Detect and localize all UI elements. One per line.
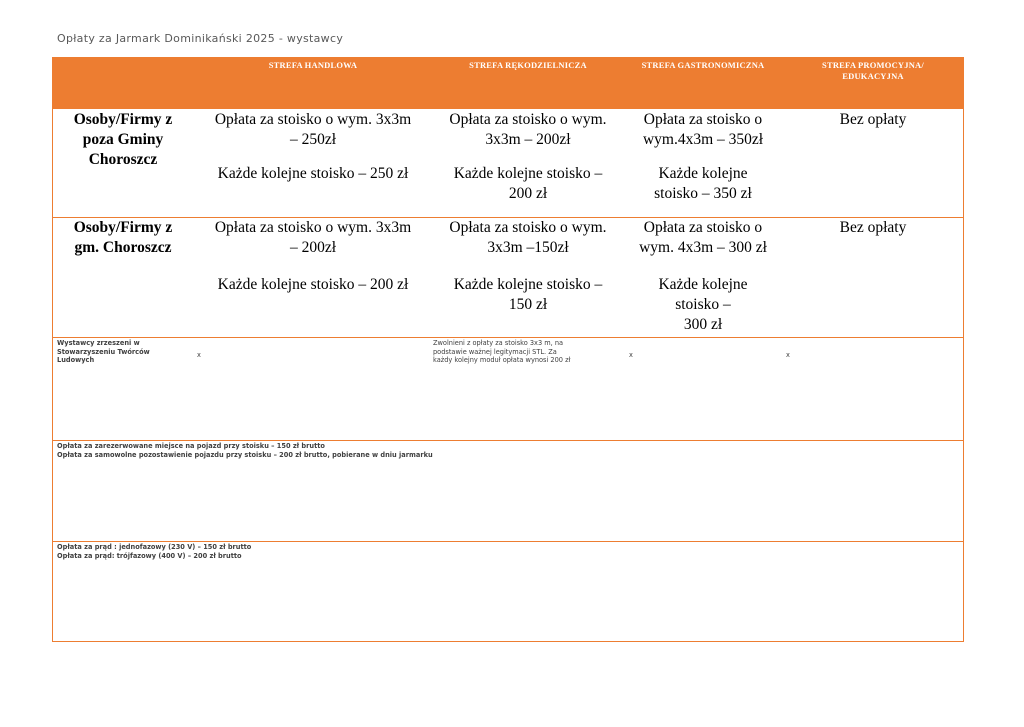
row-label-line: Stowarzyszeniu Twórców: [57, 347, 150, 356]
cell-stl-gastronomiczna: x: [629, 351, 633, 359]
row-label-line: gm. Choroszcz: [74, 239, 172, 256]
cell-line: Opłata za stoisko o wym.: [449, 111, 607, 128]
row-label-gmina-choroszcz: [53, 218, 193, 258]
table-row-gmina-choroszcz: [53, 217, 963, 337]
fees-table: [52, 57, 964, 642]
cell-poza-promocyjna: Bez opłaty: [839, 111, 907, 128]
parking-notes: [57, 442, 957, 459]
note-line: Opłata za samowolne pozostawienie pojazdu przy stoisku – 200 zł brutto, pobierane w dniu jarmarku: [57, 450, 433, 459]
row-label-line: Ludowych: [57, 356, 95, 364]
header-promocyjna-line2: EDUKACYJNA: [842, 71, 904, 81]
cell-line: Każde kolejne stoisko – 200 zł: [217, 276, 409, 293]
cell-line: – 200zł: [289, 239, 337, 256]
cell-gmina-handlowa: [193, 218, 433, 295]
row-label-line: Wystawcy zrzeszeni w: [57, 339, 140, 347]
cell-stl-rekodzielnicza: [433, 339, 633, 365]
header-promocyjna-line1: STREFA PROMOCYJNA/: [822, 60, 924, 70]
note-line: Opłata za prąd: trójfazowy (400 V) – 200 zł brutto: [57, 551, 242, 560]
header-strefa-rekodzielnicza: STREFA RĘKODZIELNICZA: [469, 60, 587, 70]
cell-line: 150 zł: [508, 296, 548, 313]
row-label-line: Osoby/Firmy z: [73, 219, 173, 236]
cell-line: Każde kolejne stoisko –: [453, 165, 603, 182]
cell-gmina-rekodzielnicza: [433, 218, 623, 315]
cell-poza-handlowa: [193, 110, 433, 184]
cell-line: stoisko – 350 zł: [654, 185, 752, 202]
cell-line: Zwolnieni z opłaty za stoisko 3x3 m, na: [433, 339, 564, 347]
row-label-line: Choroszcz: [88, 151, 158, 168]
row-label-line: Osoby/Firmy z: [73, 111, 173, 128]
cell-line: Opłata za stoisko o wym. 3x3m: [214, 219, 412, 236]
cell-poza-rekodzielnicza: [433, 110, 623, 204]
header-strefa-handlowa: STREFA HANDLOWA: [268, 60, 358, 70]
table-row-stl: [53, 337, 963, 440]
cell-line: stoisko –: [675, 296, 731, 313]
cell-line: Opłata za stoisko o: [643, 111, 763, 128]
cell-line: Każde kolejne: [658, 276, 748, 293]
cell-line: 3x3m –150zł: [487, 239, 569, 256]
table-row-power: [53, 541, 963, 641]
cell-line: 200 zł: [508, 185, 548, 202]
cell-line: Opłata za stoisko o wym.: [449, 219, 607, 236]
cell-line: Każde kolejne stoisko – 250 zł: [217, 165, 409, 182]
cell-line: podstawie ważnej legitymacji STL. Za: [433, 347, 557, 356]
note-line: Opłata za zarezerwowane miejsce na pojazd przy stoisku – 150 zł brutto: [57, 442, 325, 450]
cell-gmina-promocyjna: Bez opłaty: [839, 219, 907, 236]
cell-stl-handlowa: x: [197, 351, 201, 359]
document-title: Opłaty za Jarmark Dominikański 2025 - wystawcy: [57, 32, 344, 45]
cell-line: Każde kolejne stoisko –: [453, 276, 603, 293]
header-strefa-promocyjna: [783, 60, 963, 82]
table-row-parking: [53, 440, 963, 541]
cell-line: Opłata za stoisko o wym. 3x3m: [214, 111, 412, 128]
header-strefa-gastronomiczna: STREFA GASTRONOMICZNA: [641, 60, 765, 70]
cell-line: wym.4x3m – 350zł: [642, 131, 764, 148]
cell-line: – 250zł: [289, 131, 337, 148]
row-label-line: poza Gminy: [82, 131, 164, 148]
power-notes: [57, 543, 957, 560]
table-header-row: [53, 58, 963, 109]
cell-line: każdy kolejny moduł opłata wynosi 200 zł: [433, 356, 571, 364]
cell-line: 3x3m – 200zł: [485, 131, 571, 148]
cell-line: 300 zł: [683, 316, 723, 333]
row-label-stl: [57, 339, 197, 365]
row-label-poza-gminy: [53, 110, 193, 170]
cell-line: Opłata za stoisko o: [643, 219, 763, 236]
cell-line: wym. 4x3m – 300 zł: [639, 239, 767, 256]
cell-gmina-gastronomiczna: [623, 218, 783, 335]
table-row-poza-gminy: [53, 109, 963, 217]
cell-poza-gastronomiczna: [623, 110, 783, 204]
cell-stl-promocyjna: x: [786, 351, 790, 359]
note-line: Opłata za prąd : jednofazowy (230 V) – 150 zł brutto: [57, 543, 252, 551]
cell-line: Każde kolejne: [658, 165, 748, 182]
